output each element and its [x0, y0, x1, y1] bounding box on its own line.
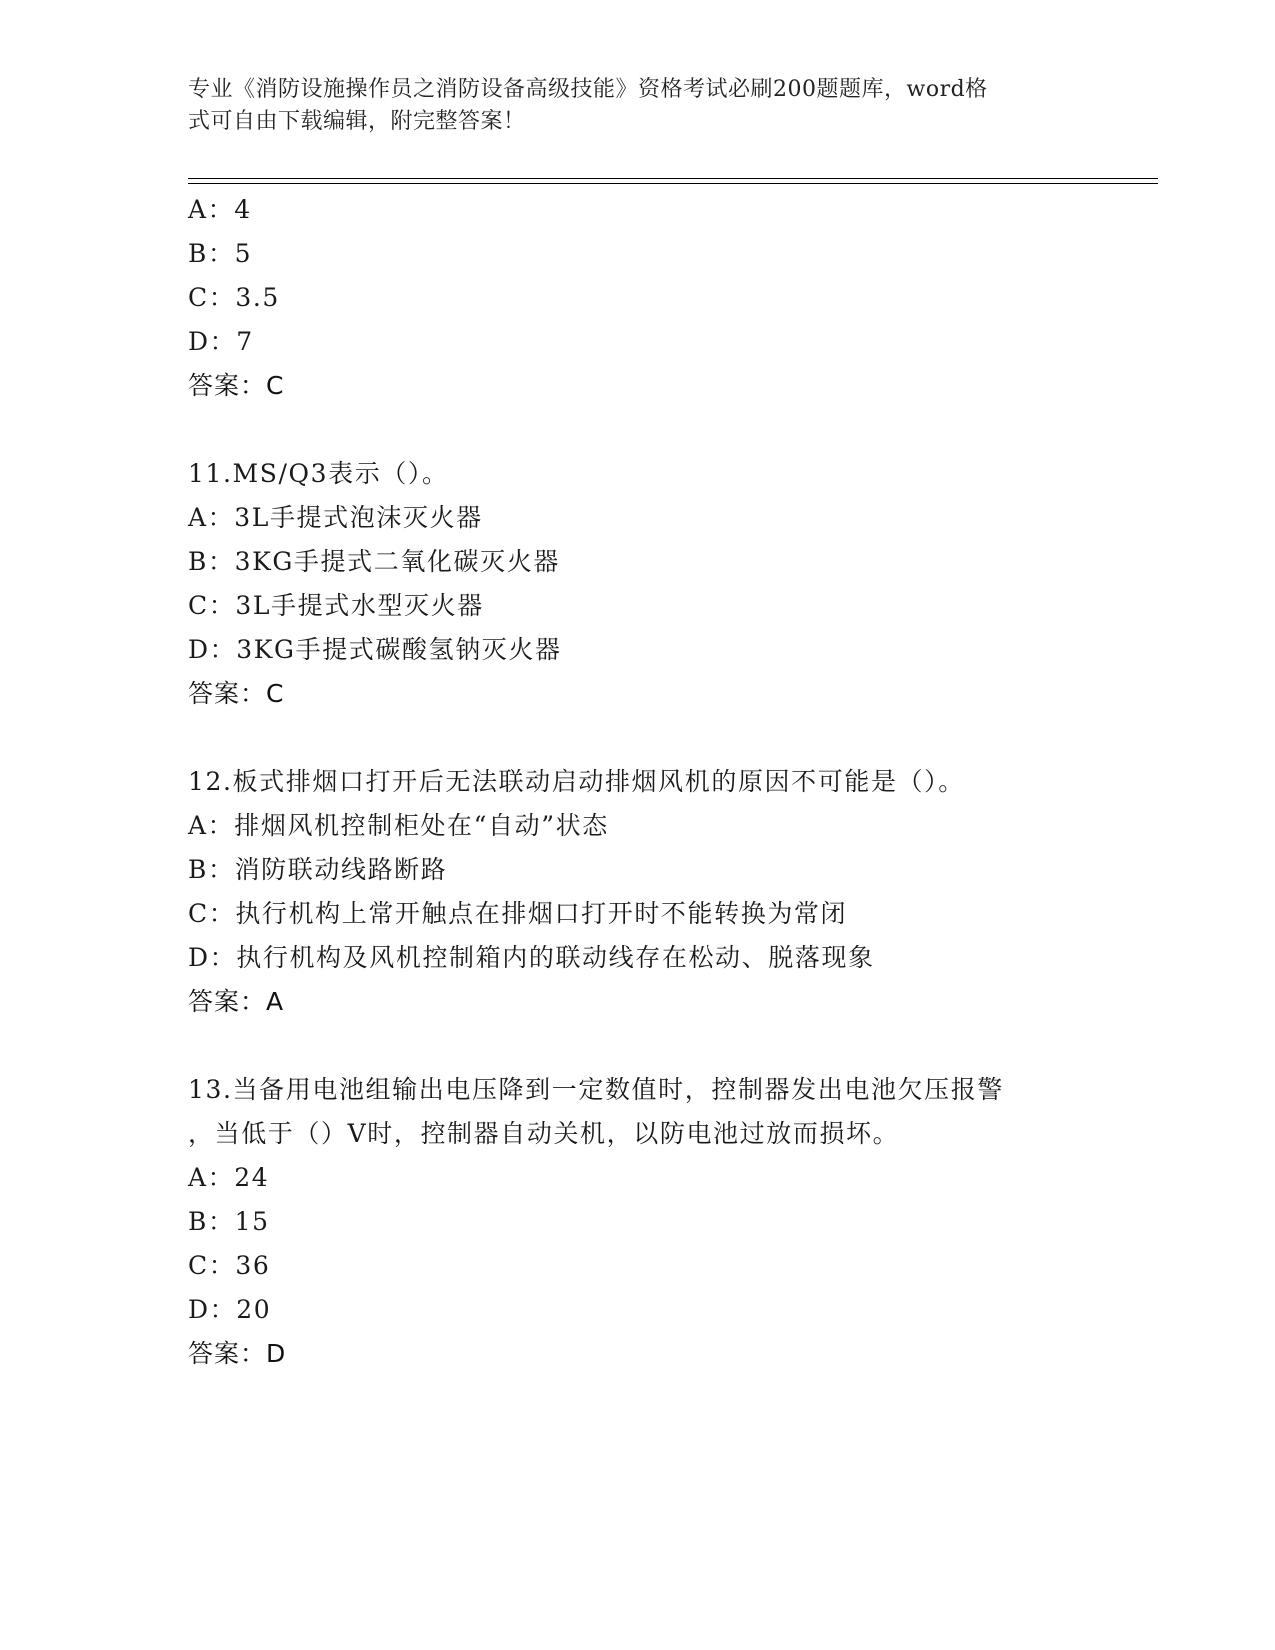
header-divider-bottom: [188, 183, 1158, 184]
q12-option-c: C：执行机构上常开触点在排烟口打开时不能转换为常闭: [188, 899, 848, 928]
document-header: [188, 74, 1068, 138]
q13-stem-line-1: 13.当备用电池组输出电压降到一定数值时，控制器发出电池欠压报警: [188, 1075, 1004, 1104]
q11-stem: 11.MS/Q3表示（）。: [188, 459, 449, 488]
q10-option-d: D：7: [188, 327, 254, 356]
q11-option-d: D：3KG手提式碳酸氢钠灭火器: [188, 635, 562, 664]
q10-answer: 答案：C: [188, 371, 285, 400]
q12-option-a: A：排烟风机控制柜处在“自动”状态: [188, 811, 609, 840]
q13-option-c: C：36: [188, 1251, 271, 1280]
header-title-line-2: 式可自由下载编辑，附完整答案！: [188, 109, 526, 134]
q12-option-d: D：执行机构及风机控制箱内的联动线存在松动、脱落现象: [188, 943, 875, 972]
q12-stem: 12.板式排烟口打开后无法联动启动排烟风机的原因不可能是（）。: [188, 767, 965, 796]
header-title-line-1: 专业《消防设施操作员之消防设备高级技能》资格考试必刷200题题库，word格: [188, 77, 988, 102]
q12-answer: 答案：A: [188, 987, 285, 1016]
q13-stem-line-2: ，当低于（）V时，控制器自动关机，以防电池过放而损坏。: [188, 1119, 900, 1148]
q10-option-c: C：3.5: [188, 283, 280, 312]
q11-option-b: B：3KG手提式二氧化碳灭火器: [188, 547, 560, 576]
q13-answer: 答案：D: [188, 1339, 287, 1368]
q13-option-d: D：20: [188, 1295, 272, 1324]
q10-option-b: B：5: [188, 239, 253, 268]
q11-answer: 答案：C: [188, 679, 285, 708]
header-divider-top: [188, 178, 1158, 179]
q11-option-c: C：3L手提式水型灭火器: [188, 591, 484, 620]
q10-option-a: A：4: [188, 195, 252, 224]
q11-option-a: A：3L手提式泡沫灭火器: [188, 503, 483, 532]
q13-option-a: A：24: [188, 1163, 270, 1192]
q13-option-b: B：15: [188, 1207, 270, 1236]
q12-option-b: B：消防联动线路断路: [188, 855, 448, 884]
